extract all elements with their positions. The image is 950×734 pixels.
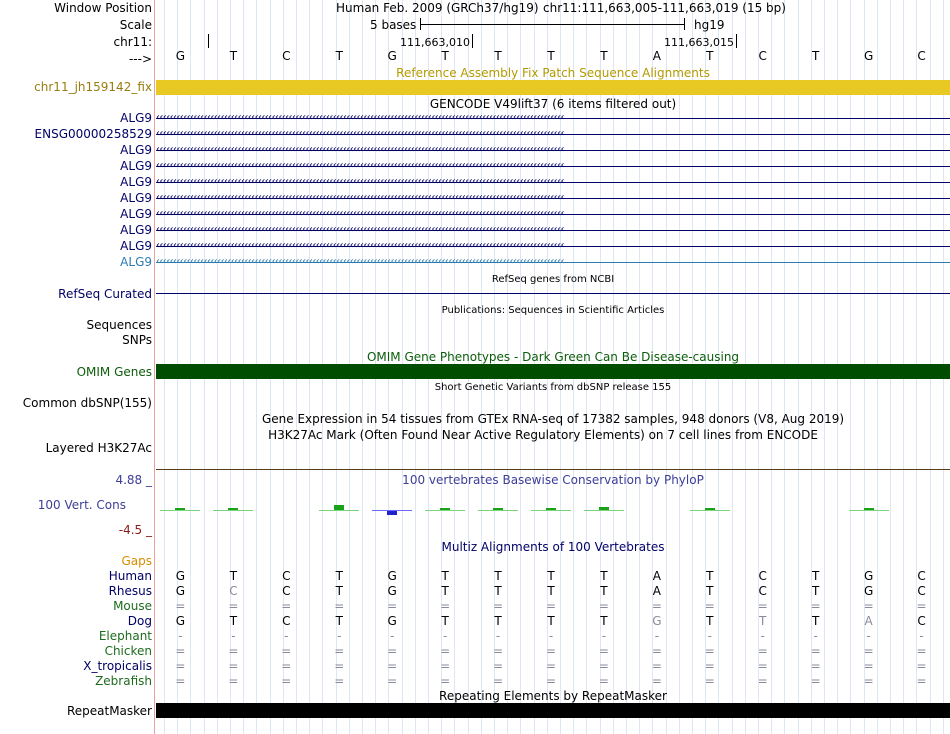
alignment-base: - xyxy=(284,629,289,643)
base-letter: G xyxy=(387,49,397,63)
alignment-base: - xyxy=(495,629,501,643)
alignment-base: = xyxy=(493,644,504,658)
alignment-base: = xyxy=(387,644,398,658)
alignment-base: = xyxy=(334,599,345,613)
alignment-base: = xyxy=(704,659,715,673)
snps-label[interactable]: SNPs xyxy=(122,333,152,347)
gencode-item-label[interactable]: ALG9 xyxy=(120,175,152,189)
scale-bar xyxy=(420,24,684,25)
alignment-base: C xyxy=(282,614,291,628)
phylop-baseline xyxy=(213,510,253,511)
gencode-item-label[interactable]: ALG9 xyxy=(120,223,152,237)
alignment-base: = xyxy=(281,599,292,613)
phylop-min-label: -4.5 _ xyxy=(118,523,152,537)
phylop-baseline xyxy=(319,510,359,511)
phylop-baseline xyxy=(372,510,412,511)
sequences-label[interactable]: Sequences xyxy=(86,318,152,332)
alignment-base: = xyxy=(757,674,768,688)
alignment-base: G xyxy=(387,614,397,628)
omim-title: OMIM Gene Phenotypes - Dark Green Can Be Disease-causing xyxy=(366,350,740,364)
alignment-base: = xyxy=(387,599,398,613)
fix-patch-bar[interactable] xyxy=(156,80,950,95)
alignment-base: C xyxy=(917,584,926,598)
alignment-base: = xyxy=(175,599,186,613)
alignment-base: G xyxy=(175,569,186,583)
alignment-base: = xyxy=(757,599,768,613)
alignment-base: T xyxy=(811,569,820,583)
phylop-baseline xyxy=(690,510,730,511)
base-letter: C xyxy=(758,49,767,63)
alignment-base: = xyxy=(863,674,874,688)
gencode-item-label[interactable]: ALG9 xyxy=(120,239,152,253)
alignment-base: = xyxy=(228,644,239,658)
scale-label: Scale xyxy=(119,18,152,32)
base-letter: T xyxy=(494,49,502,63)
alignment-base: = xyxy=(493,674,504,688)
alignment-base: G xyxy=(652,614,662,628)
alignment-base: = xyxy=(387,674,398,688)
alignment-base: T xyxy=(600,614,608,628)
alignment-base: = xyxy=(916,599,927,613)
multiz-title: Multiz Alignments of 100 Vertebrates xyxy=(441,540,665,554)
alignment-base: = xyxy=(334,674,345,688)
alignment-base: - xyxy=(601,629,607,643)
species-label: X_tropicalis xyxy=(83,659,152,673)
alignment-base: = xyxy=(757,644,768,658)
track-label-column xyxy=(0,0,152,734)
species-label: Zebrafish xyxy=(95,674,152,688)
alignment-base: T xyxy=(547,614,555,628)
base-letter: G xyxy=(863,49,874,63)
common-dbsnp-label[interactable]: Common dbSNP(155) xyxy=(22,396,152,410)
alignment-base: - xyxy=(231,629,236,643)
phylop-track-label[interactable]: 100 Vert. Cons xyxy=(37,498,126,512)
alignment-base: C xyxy=(917,569,926,583)
alignment-base: - xyxy=(548,629,554,643)
refseq-curated-label[interactable]: RefSeq Curated xyxy=(58,287,152,301)
alignment-base: = xyxy=(545,644,557,658)
base-letter: A xyxy=(652,49,661,63)
alignment-base: T xyxy=(335,569,343,583)
coord-tick xyxy=(472,34,473,48)
alignment-base: - xyxy=(919,629,924,643)
dbsnp-title: Short Genetic Variants from dbSNP release 155 xyxy=(434,382,672,393)
alignment-base: = xyxy=(916,659,927,673)
alignment-base: = xyxy=(651,644,662,658)
base-letter: G xyxy=(175,49,186,63)
scale-db: hg19 xyxy=(694,18,725,32)
alignment-base: T xyxy=(547,569,555,583)
alignment-base: C xyxy=(758,569,767,583)
alignment-base: = xyxy=(175,674,186,688)
alignment-base: = xyxy=(175,644,186,658)
phylop-baseline xyxy=(478,510,518,511)
alignment-base: - xyxy=(178,629,183,643)
phylop-baseline xyxy=(531,510,571,511)
alignment-base: - xyxy=(813,629,818,643)
alignment-base: = xyxy=(598,659,609,673)
alignment-base: T xyxy=(600,569,608,583)
phylop-baseline xyxy=(584,510,624,511)
species-label: Human xyxy=(108,569,152,583)
strand-chevrons: ‹‹‹‹‹‹‹‹‹‹‹‹‹‹‹‹‹‹‹‹‹‹‹‹‹‹‹‹‹‹‹‹‹‹‹‹‹‹‹‹‹‹‹‹‹‹‹‹‹‹‹‹‹‹‹‹‹‹‹‹‹‹‹‹‹‹‹‹‹‹‹‹‹‹‹‹‹‹‹‹‹‹‹‹‹‹‹‹‹‹‹‹‹‹‹‹‹‹‹‹‹‹‹‹‹‹‹‹‹‹‹‹‹‹‹‹‹‹‹‹ xyxy=(156,160,564,171)
alignment-base: T xyxy=(494,569,502,583)
species-label: Chicken xyxy=(104,644,152,658)
alignment-base: = xyxy=(863,644,874,658)
alignment-base: G xyxy=(863,569,874,583)
base-letter: T xyxy=(547,49,555,63)
strand-chevrons: ‹‹‹‹‹‹‹‹‹‹‹‹‹‹‹‹‹‹‹‹‹‹‹‹‹‹‹‹‹‹‹‹‹‹‹‹‹‹‹‹‹‹‹‹‹‹‹‹‹‹‹‹‹‹‹‹‹‹‹‹‹‹‹‹‹‹‹‹‹‹‹‹‹‹‹‹‹‹‹‹‹‹‹‹‹‹‹‹‹‹‹‹‹‹‹‹‹‹‹‹‹‹‹‹‹‹‹‹‹‹‹‹‹‹‹‹‹‹‹‹ xyxy=(156,112,564,123)
alignment-base: = xyxy=(598,599,609,613)
alignment-base: T xyxy=(441,569,449,583)
scale-text: 5 bases xyxy=(370,18,417,32)
alignment-base: - xyxy=(337,629,342,643)
alignment-base: T xyxy=(494,614,502,628)
layered-h3k27ac-label[interactable]: Layered H3K27Ac xyxy=(45,441,152,455)
alignment-base: = xyxy=(281,659,292,673)
repeatmasker-label[interactable]: RepeatMasker xyxy=(66,704,152,718)
phylop-title: 100 vertebrates Basewise Conservation by PhyloP xyxy=(402,473,704,487)
alignment-base: = xyxy=(545,674,557,688)
alignment-base: = xyxy=(810,644,821,658)
alignment-base: = xyxy=(598,674,609,688)
publications-title: Publications: Sequences in Scientific Articles xyxy=(441,305,665,316)
omim-gene-bar[interactable] xyxy=(156,364,950,379)
alignment-base: T xyxy=(759,614,767,628)
alignment-base: = xyxy=(334,659,345,673)
strand-chevrons: ‹‹‹‹‹‹‹‹‹‹‹‹‹‹‹‹‹‹‹‹‹‹‹‹‹‹‹‹‹‹‹‹‹‹‹‹‹‹‹‹‹‹‹‹‹‹‹‹‹‹‹‹‹‹‹‹‹‹‹‹‹‹‹‹‹‹‹‹‹‹‹‹‹‹‹‹‹‹‹‹‹‹‹‹‹‹‹‹‹‹‹‹‹‹‹‹‹‹‹‹‹‹‹‹‹‹‹‹‹‹‹‹‹‹‹‹‹‹‹‹ xyxy=(156,224,564,235)
alignment-base: C xyxy=(282,584,291,598)
alignment-base: = xyxy=(863,599,874,613)
gencode-item-label[interactable]: ENSG00000258529 xyxy=(34,127,152,141)
alignment-base: = xyxy=(704,599,715,613)
alignment-base: - xyxy=(707,629,712,643)
alignment-base: = xyxy=(810,659,821,673)
coord-label: 111,663,015 xyxy=(664,36,734,49)
base-letter: T xyxy=(229,49,238,63)
h3k27ac-title: H3K27Ac Mark (Often Found Near Active Regulatory Elements) on 7 cell lines from ENCODE xyxy=(268,428,818,442)
repeatmasker-title: Repeating Elements by RepeatMasker xyxy=(439,689,667,703)
base-letter: T xyxy=(441,49,449,63)
coord-tick xyxy=(208,34,209,48)
alignment-base: = xyxy=(704,644,715,658)
alignment-base: C xyxy=(758,584,767,598)
base-letter: T xyxy=(335,49,343,63)
assembly-title: Human Feb. 2009 (GRCh37/hg19) xyxy=(336,1,539,15)
alignment-base: = xyxy=(387,659,398,673)
h3k27ac-baseline xyxy=(156,469,950,470)
fix-patch-label[interactable]: chr11_jh159142_fix xyxy=(34,80,152,94)
track-image[interactable] xyxy=(156,0,950,734)
alignment-base: = xyxy=(440,674,451,688)
phylop-baseline xyxy=(425,510,465,511)
alignment-base: = xyxy=(440,644,451,658)
window-position-label: Window Position xyxy=(54,1,152,15)
alignment-base: = xyxy=(545,599,557,613)
alignment-base: T xyxy=(811,614,820,628)
base-letter: C xyxy=(917,49,926,63)
alignment-base: = xyxy=(757,659,768,673)
alignment-base: G xyxy=(387,584,397,598)
alignment-base: = xyxy=(175,659,186,673)
alignment-base: C xyxy=(229,584,238,598)
strand-chevrons: ‹‹‹‹‹‹‹‹‹‹‹‹‹‹‹‹‹‹‹‹‹‹‹‹‹‹‹‹‹‹‹‹‹‹‹‹‹‹‹‹‹‹‹‹‹‹‹‹‹‹‹‹‹‹‹‹‹‹‹‹‹‹‹‹‹‹‹‹‹‹‹‹‹‹‹‹‹‹‹‹‹‹‹‹‹‹‹‹‹‹‹‹‹‹‹‹‹‹‹‹‹‹‹‹‹‹‹‹‹‹‹‹‹‹‹‹‹‹‹‹ xyxy=(156,208,564,219)
phylop-baseline xyxy=(160,510,200,511)
alignment-base: = xyxy=(281,644,292,658)
alignment-base: T xyxy=(494,584,502,598)
coord-tick xyxy=(736,34,737,48)
gencode-item-label[interactable]: ALG9 xyxy=(120,207,152,221)
alignment-base: T xyxy=(335,614,343,628)
base-letter: T xyxy=(600,49,608,63)
alignment-base: = xyxy=(334,644,345,658)
gencode-item-label-highlight[interactable]: ALG9 xyxy=(120,255,152,269)
alignment-base: - xyxy=(654,629,660,643)
gencode-title: GENCODE V49lift37 (6 items filtered out) xyxy=(429,97,677,111)
species-label: Dog xyxy=(127,614,152,628)
alignment-base: - xyxy=(760,629,765,643)
gencode-item-label[interactable]: ALG9 xyxy=(120,191,152,205)
species-label: Mouse xyxy=(113,599,152,613)
alignment-base: T xyxy=(706,584,714,598)
alignment-base: T xyxy=(229,569,238,583)
alignment-base: T xyxy=(547,584,555,598)
refassembly-title: Reference Assembly Fix Patch Sequence Alignments xyxy=(396,66,710,80)
alignment-base: - xyxy=(866,629,871,643)
alignment-base: G xyxy=(175,614,186,628)
alignment-base: = xyxy=(440,659,451,673)
base-letter: T xyxy=(706,49,714,63)
alignment-base: = xyxy=(810,674,821,688)
base-letter: C xyxy=(282,49,291,63)
strand-arrow-label: ---> xyxy=(128,52,152,66)
alignment-base: A xyxy=(652,584,661,598)
alignment-base: = xyxy=(704,674,715,688)
alignment-base: T xyxy=(706,614,714,628)
alignment-base: = xyxy=(916,644,927,658)
alignment-base: = xyxy=(651,674,662,688)
species-label: Elephant xyxy=(98,629,152,643)
alignment-base: T xyxy=(335,584,343,598)
alignment-base: C xyxy=(282,569,291,583)
repeatmasker-bar[interactable] xyxy=(156,703,950,718)
alignment-base: T xyxy=(706,569,714,583)
gencode-item-label[interactable]: ALG9 xyxy=(120,159,152,173)
strand-chevrons: ‹‹‹‹‹‹‹‹‹‹‹‹‹‹‹‹‹‹‹‹‹‹‹‹‹‹‹‹‹‹‹‹‹‹‹‹‹‹‹‹‹‹‹‹‹‹‹‹‹‹‹‹‹‹‹‹‹‹‹‹‹‹‹‹‹‹‹‹‹‹‹‹‹‹‹‹‹‹‹‹‹‹‹‹‹‹‹‹‹‹‹‹‹‹‹‹‹‹‹‹‹‹‹‹‹‹‹‹‹‹‹‹‹‹‹‹‹‹‹‹ xyxy=(156,192,564,203)
strand-chevrons: ‹‹‹‹‹‹‹‹‹‹‹‹‹‹‹‹‹‹‹‹‹‹‹‹‹‹‹‹‹‹‹‹‹‹‹‹‹‹‹‹‹‹‹‹‹‹‹‹‹‹‹‹‹‹‹‹‹‹‹‹‹‹‹‹‹‹‹‹‹‹‹‹‹‹‹‹‹‹‹‹‹‹‹‹‹‹‹‹‹‹‹‹‹‹‹‹‹‹‹‹‹‹‹‹‹‹‹‹‹‹‹‹‹‹‹‹‹‹‹‹ xyxy=(156,256,564,267)
alignment-base: = xyxy=(545,659,557,673)
alignment-base: A xyxy=(652,569,661,583)
coord-label: 111,663,010 xyxy=(400,36,470,49)
strand-chevrons: ‹‹‹‹‹‹‹‹‹‹‹‹‹‹‹‹‹‹‹‹‹‹‹‹‹‹‹‹‹‹‹‹‹‹‹‹‹‹‹‹‹‹‹‹‹‹‹‹‹‹‹‹‹‹‹‹‹‹‹‹‹‹‹‹‹‹‹‹‹‹‹‹‹‹‹‹‹‹‹‹‹‹‹‹‹‹‹‹‹‹‹‹‹‹‹‹‹‹‹‹‹‹‹‹‹‹‹‹‹‹‹‹‹‹‹‹‹‹‹‹ xyxy=(156,176,564,187)
alignment-base: T xyxy=(600,584,608,598)
species-label: Rhesus xyxy=(108,584,152,598)
gtex-title: Gene Expression in 54 tissues from GTEx RNA-seq of 17382 samples, 948 donors (V8, Aug 2019) xyxy=(261,412,845,426)
alignment-base: G xyxy=(387,569,397,583)
alignment-base: = xyxy=(281,674,292,688)
position-title: chr11:111,663,005-111,663,019 (15 bp) xyxy=(543,1,786,15)
scale-bar-tick xyxy=(684,18,685,30)
alignment-base: = xyxy=(651,599,662,613)
alignment-base: T xyxy=(441,614,449,628)
alignment-base: = xyxy=(493,659,504,673)
alignment-base: = xyxy=(651,659,662,673)
phylop-max-label: 4.88 _ xyxy=(115,473,152,487)
refseq-title: RefSeq genes from NCBI xyxy=(491,274,615,285)
strand-chevrons: ‹‹‹‹‹‹‹‹‹‹‹‹‹‹‹‹‹‹‹‹‹‹‹‹‹‹‹‹‹‹‹‹‹‹‹‹‹‹‹‹‹‹‹‹‹‹‹‹‹‹‹‹‹‹‹‹‹‹‹‹‹‹‹‹‹‹‹‹‹‹‹‹‹‹‹‹‹‹‹‹‹‹‹‹‹‹‹‹‹‹‹‹‹‹‹‹‹‹‹‹‹‹‹‹‹‹‹‹‹‹‹‹‹‹‹‹‹‹‹‹ xyxy=(156,240,564,251)
alignment-base: - xyxy=(390,629,395,643)
gencode-item-label[interactable]: ALG9 xyxy=(120,143,152,157)
alignment-base: A xyxy=(864,614,873,628)
alignment-base: = xyxy=(228,599,239,613)
alignment-base: = xyxy=(228,659,239,673)
alignment-base: = xyxy=(598,644,609,658)
omim-genes-label[interactable]: OMIM Genes xyxy=(76,365,152,379)
alignment-base: = xyxy=(810,599,821,613)
alignment-base: = xyxy=(863,659,874,673)
alignment-base: = xyxy=(228,674,239,688)
strand-chevrons: ‹‹‹‹‹‹‹‹‹‹‹‹‹‹‹‹‹‹‹‹‹‹‹‹‹‹‹‹‹‹‹‹‹‹‹‹‹‹‹‹‹‹‹‹‹‹‹‹‹‹‹‹‹‹‹‹‹‹‹‹‹‹‹‹‹‹‹‹‹‹‹‹‹‹‹‹‹‹‹‹‹‹‹‹‹‹‹‹‹‹‹‹‹‹‹‹‹‹‹‹‹‹‹‹‹‹‹‹‹‹‹‹‹‹‹‹‹‹‹‹ xyxy=(156,144,564,155)
alignment-base: = xyxy=(493,599,504,613)
alignment-base: C xyxy=(917,614,926,628)
scale-bar-tick xyxy=(420,18,421,30)
gencode-item-label[interactable]: ALG9 xyxy=(120,111,152,125)
phylop-baseline xyxy=(849,510,889,511)
alignment-base: T xyxy=(441,584,449,598)
refseq-gene-line[interactable] xyxy=(156,293,950,294)
label-divider xyxy=(154,0,155,734)
alignment-base: G xyxy=(175,584,186,598)
alignment-base: G xyxy=(863,584,874,598)
alignment-base: T xyxy=(811,584,820,598)
alignment-base: T xyxy=(229,614,238,628)
chrom-label: chr11: xyxy=(113,35,152,49)
alignment-base: = xyxy=(440,599,451,613)
alignment-base: - xyxy=(442,629,448,643)
alignment-base: = xyxy=(916,674,927,688)
strand-chevrons: ‹‹‹‹‹‹‹‹‹‹‹‹‹‹‹‹‹‹‹‹‹‹‹‹‹‹‹‹‹‹‹‹‹‹‹‹‹‹‹‹‹‹‹‹‹‹‹‹‹‹‹‹‹‹‹‹‹‹‹‹‹‹‹‹‹‹‹‹‹‹‹‹‹‹‹‹‹‹‹‹‹‹‹‹‹‹‹‹‹‹‹‹‹‹‹‹‹‹‹‹‹‹‹‹‹‹‹‹‹‹‹‹‹‹‹‹‹‹‹‹ xyxy=(156,128,564,139)
base-letter: T xyxy=(811,49,820,63)
gaps-label[interactable]: Gaps xyxy=(121,554,152,568)
